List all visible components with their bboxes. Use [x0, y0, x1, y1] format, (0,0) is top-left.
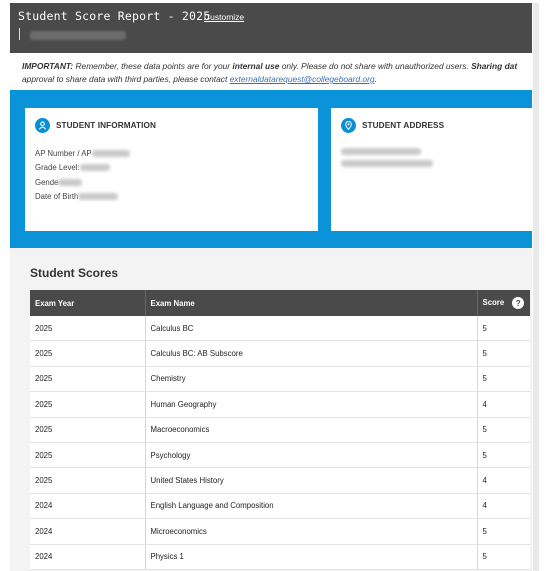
score-cell: 5: [477, 519, 530, 544]
exam-name-cell: Calculus BC: AB Subscore: [145, 341, 477, 366]
notice-text-2: only. Please do not share with unauthorized users.: [279, 61, 472, 71]
student-scores-title: Student Scores: [30, 266, 119, 280]
student-information-card: [25, 108, 318, 231]
scores-table-header: [30, 290, 530, 316]
person-icon: [35, 118, 50, 133]
table-row: [30, 316, 530, 341]
field-gender: [35, 175, 130, 190]
table-row: [30, 544, 530, 569]
redacted-value: [58, 179, 82, 186]
score-cell: 5: [477, 366, 530, 391]
exam-year-cell: 2025: [30, 316, 145, 341]
location-pin-icon: [341, 118, 356, 133]
score-cell: 5: [477, 417, 530, 442]
field-label: Grade Level:: [35, 163, 80, 173]
redacted-student-name: [30, 31, 126, 40]
table-row: [30, 417, 530, 442]
table-row: [30, 392, 530, 417]
exam-year-cell: 2024: [30, 519, 145, 544]
field-label: Gende: [35, 177, 59, 187]
help-icon[interactable]: ?: [512, 297, 524, 309]
header-exam-year[interactable]: Exam Year: [30, 290, 145, 316]
score-cell: 4: [477, 468, 530, 493]
exam-year-cell: 2025: [30, 341, 145, 366]
redacted-value: [78, 193, 118, 200]
table-row: [30, 468, 530, 493]
table-row: [30, 442, 530, 467]
notice-period: .: [374, 74, 377, 84]
score-cell: 4: [477, 493, 530, 518]
notice-sharing-data: Sharing dat: [471, 61, 518, 71]
table-row: [30, 519, 530, 544]
redacted-address: [341, 148, 433, 167]
student-address-heading: STUDENT ADDRESS: [362, 121, 445, 130]
exam-name-cell: Calculus BC: [145, 316, 477, 341]
redacted-value: [92, 150, 130, 157]
header-score[interactable]: [477, 290, 530, 316]
exam-name-cell: Macroeconomics: [145, 417, 477, 442]
field-ap-number: [35, 146, 130, 161]
exam-year-cell: 2024: [30, 544, 145, 569]
data-request-email-link[interactable]: externaldatarequest@collegeboard.org: [229, 74, 375, 84]
text-caret: [19, 28, 20, 40]
exam-name-cell: Physics 1: [145, 544, 477, 569]
exam-year-cell: 2025: [30, 392, 145, 417]
notice-important-label: IMPORTANT:: [22, 61, 74, 71]
score-cell: 5: [477, 341, 530, 366]
redacted-address-line-1: [341, 148, 421, 155]
score-cell: 5: [477, 442, 530, 467]
customize-link[interactable]: Customize: [204, 12, 245, 22]
notice-internal-use: internal use: [232, 61, 280, 71]
student-address-card: [331, 108, 532, 231]
exam-year-cell: 2025: [30, 417, 145, 442]
field-grade-level: [35, 161, 130, 176]
exam-name-cell: English Language and Composition: [145, 493, 477, 518]
page-scrollbar[interactable]: [533, 3, 539, 571]
exam-name-cell: Microeconomics: [145, 519, 477, 544]
score-cell: 5: [477, 544, 530, 569]
exam-name-cell: Human Geography: [145, 392, 477, 417]
field-label: Date of Birth: [35, 192, 79, 202]
field-date-of-birth: [35, 190, 130, 205]
important-notice: [22, 60, 537, 90]
student-information-heading: STUDENT INFORMATION: [56, 121, 156, 130]
report-header: [10, 3, 532, 53]
table-row: [30, 341, 530, 366]
scores-table: [30, 290, 530, 570]
exam-name-cell: United States History: [145, 468, 477, 493]
header-score-label: Score: [482, 298, 505, 308]
redacted-value: [80, 164, 110, 171]
redacted-address-line-2: [341, 160, 433, 167]
score-cell: 5: [477, 316, 530, 341]
table-row: [30, 493, 530, 518]
exam-name-cell: Psychology: [145, 442, 477, 467]
notice-line-2: approval to share data with third parties, please contact: [22, 74, 230, 84]
header-exam-name[interactable]: Exam Name: [145, 290, 477, 316]
score-cell: 4: [477, 392, 530, 417]
exam-year-cell: 2025: [30, 468, 145, 493]
exam-year-cell: 2024: [30, 493, 145, 518]
field-label: AP Number / AP: [35, 148, 92, 158]
report-title: Student Score Report - 2025: [18, 9, 211, 23]
exam-year-cell: 2025: [30, 366, 145, 391]
notice-text-1: Remember, these data points are for your: [73, 61, 233, 71]
table-row: [30, 366, 530, 391]
exam-name-cell: Chemistry: [145, 366, 477, 391]
exam-year-cell: 2025: [30, 442, 145, 467]
